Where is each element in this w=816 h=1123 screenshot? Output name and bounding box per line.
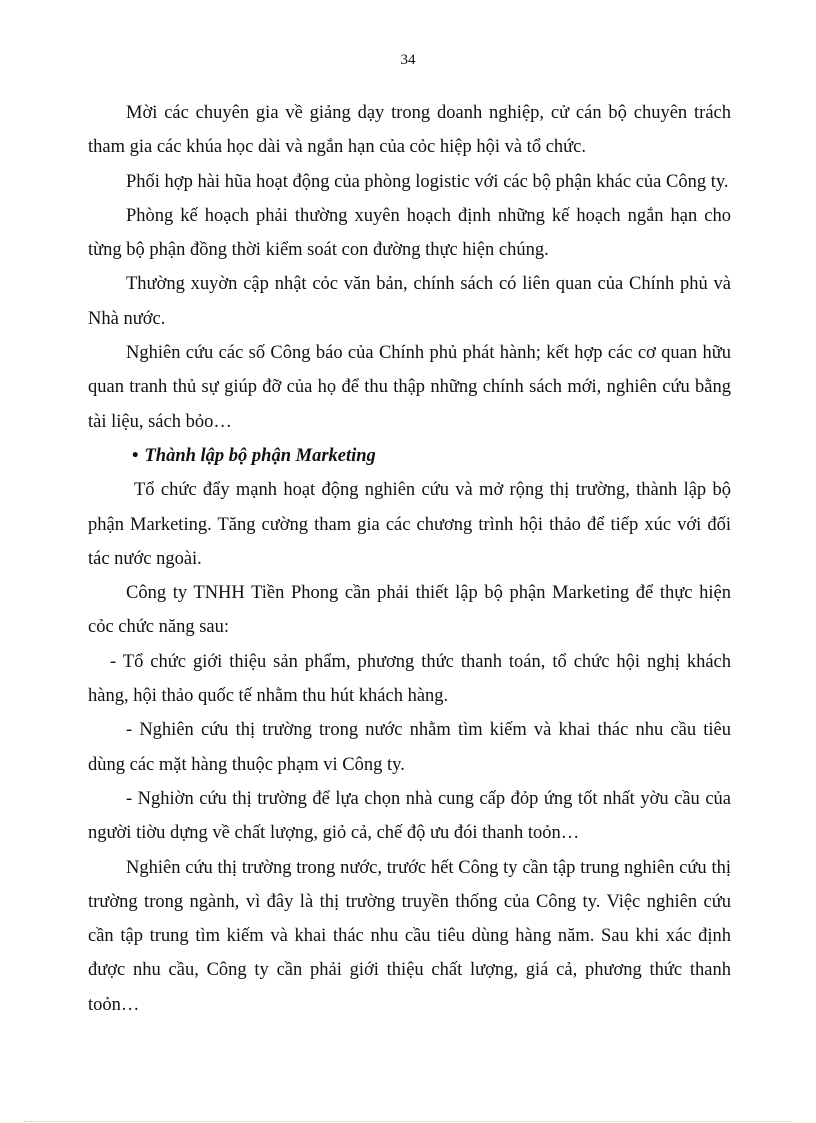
- paragraph-research: Nghiên cứu các số Công báo của Chính phủ phát hành; kết hợp các cơ quan hữu quan tranh thủ sự giúp đỡ của họ để thu thập những chính sách mới, nghiên cứu bằng tài liệu, sách bỏo…: [88, 343, 731, 432]
- document-body: [88, 96, 731, 1022]
- list-item: - Nghiên cứu thị trường trong nước nhằm tìm kiếm và khai thác nhu cầu tiêu dùng các mặt hàng thuộc phạm vi Công ty.: [88, 720, 731, 775]
- section-heading: [132, 439, 731, 473]
- bullet-icon: •: [132, 445, 139, 466]
- paragraph-coordination: Phối hợp hài hũa hoạt động của phòng logistic với các bộ phận khác của Công ty.: [126, 171, 729, 192]
- paragraph-marketing-intro: Tổ chức đẩy mạnh hoạt động nghiên cứu và mở rộng thị trường, thành lập bộ phận Marketing. Tăng cường tham gia các chương trình hội thảo để tiếp xúc với đối tác nước ngoài.: [88, 480, 731, 569]
- section-heading-text: Thành lập bộ phận Marketing: [144, 445, 376, 466]
- page-bottom-divider: [24, 1121, 792, 1122]
- paragraph-marketing-functions: Công ty TNHH Tiền Phong cần phải thiết lập bộ phận Marketing để thực hiện cỏc chức năng sau:: [88, 583, 731, 638]
- paragraph-closing: Nghiên cứu thị trường trong nước, trước hết Công ty cần tập trung nghiên cứu thị trường trong ngành, vì đây là thị trường truyền thống của Công ty. Việc nghiên cứu cần tập trung tìm kiếm và khai thác nhu cầu tiêu dùng hàng năm. Sau khi xác định được nhu cầu, Công ty cần phải giới thiệu chất lượng, giá cả, phương thức thanh toỏn…: [88, 857, 731, 1015]
- paragraph-updates: Thường xuyờn cập nhật cỏc văn bản, chính sách có liên quan của Chính phủ và Nhà nước.: [88, 274, 731, 329]
- paragraph-planning: Phòng kế hoạch phải thường xuyên hoạch định những kế hoạch ngắn hạn cho từng bộ phận đồng thời kiểm soát con đường thực hiện chúng.: [88, 205, 731, 261]
- list-item: - Tổ chức giới thiệu sản phẩm, phương thức thanh toán, tổ chức hội nghị khách hàng, hội thảo quốc tế nhằm thu hút khách hàng.: [88, 651, 731, 707]
- paragraph-experts: Mời các chuyên gia về giảng dạy trong doanh nghiệp, cử cán bộ chuyên trách tham gia các khúa học dài và ngắn hạn của cỏc hiệp hội và tổ chức.: [88, 103, 731, 158]
- list-item: - Nghiờn cứu thị trường để lựa chọn nhà cung cấp đỏp ứng tốt nhất yờu cầu của người tiờu dựng về chất lượng, giỏ cả, chế độ ưu đói thanh toỏn…: [88, 788, 731, 844]
- page-number: 34: [400, 52, 416, 68]
